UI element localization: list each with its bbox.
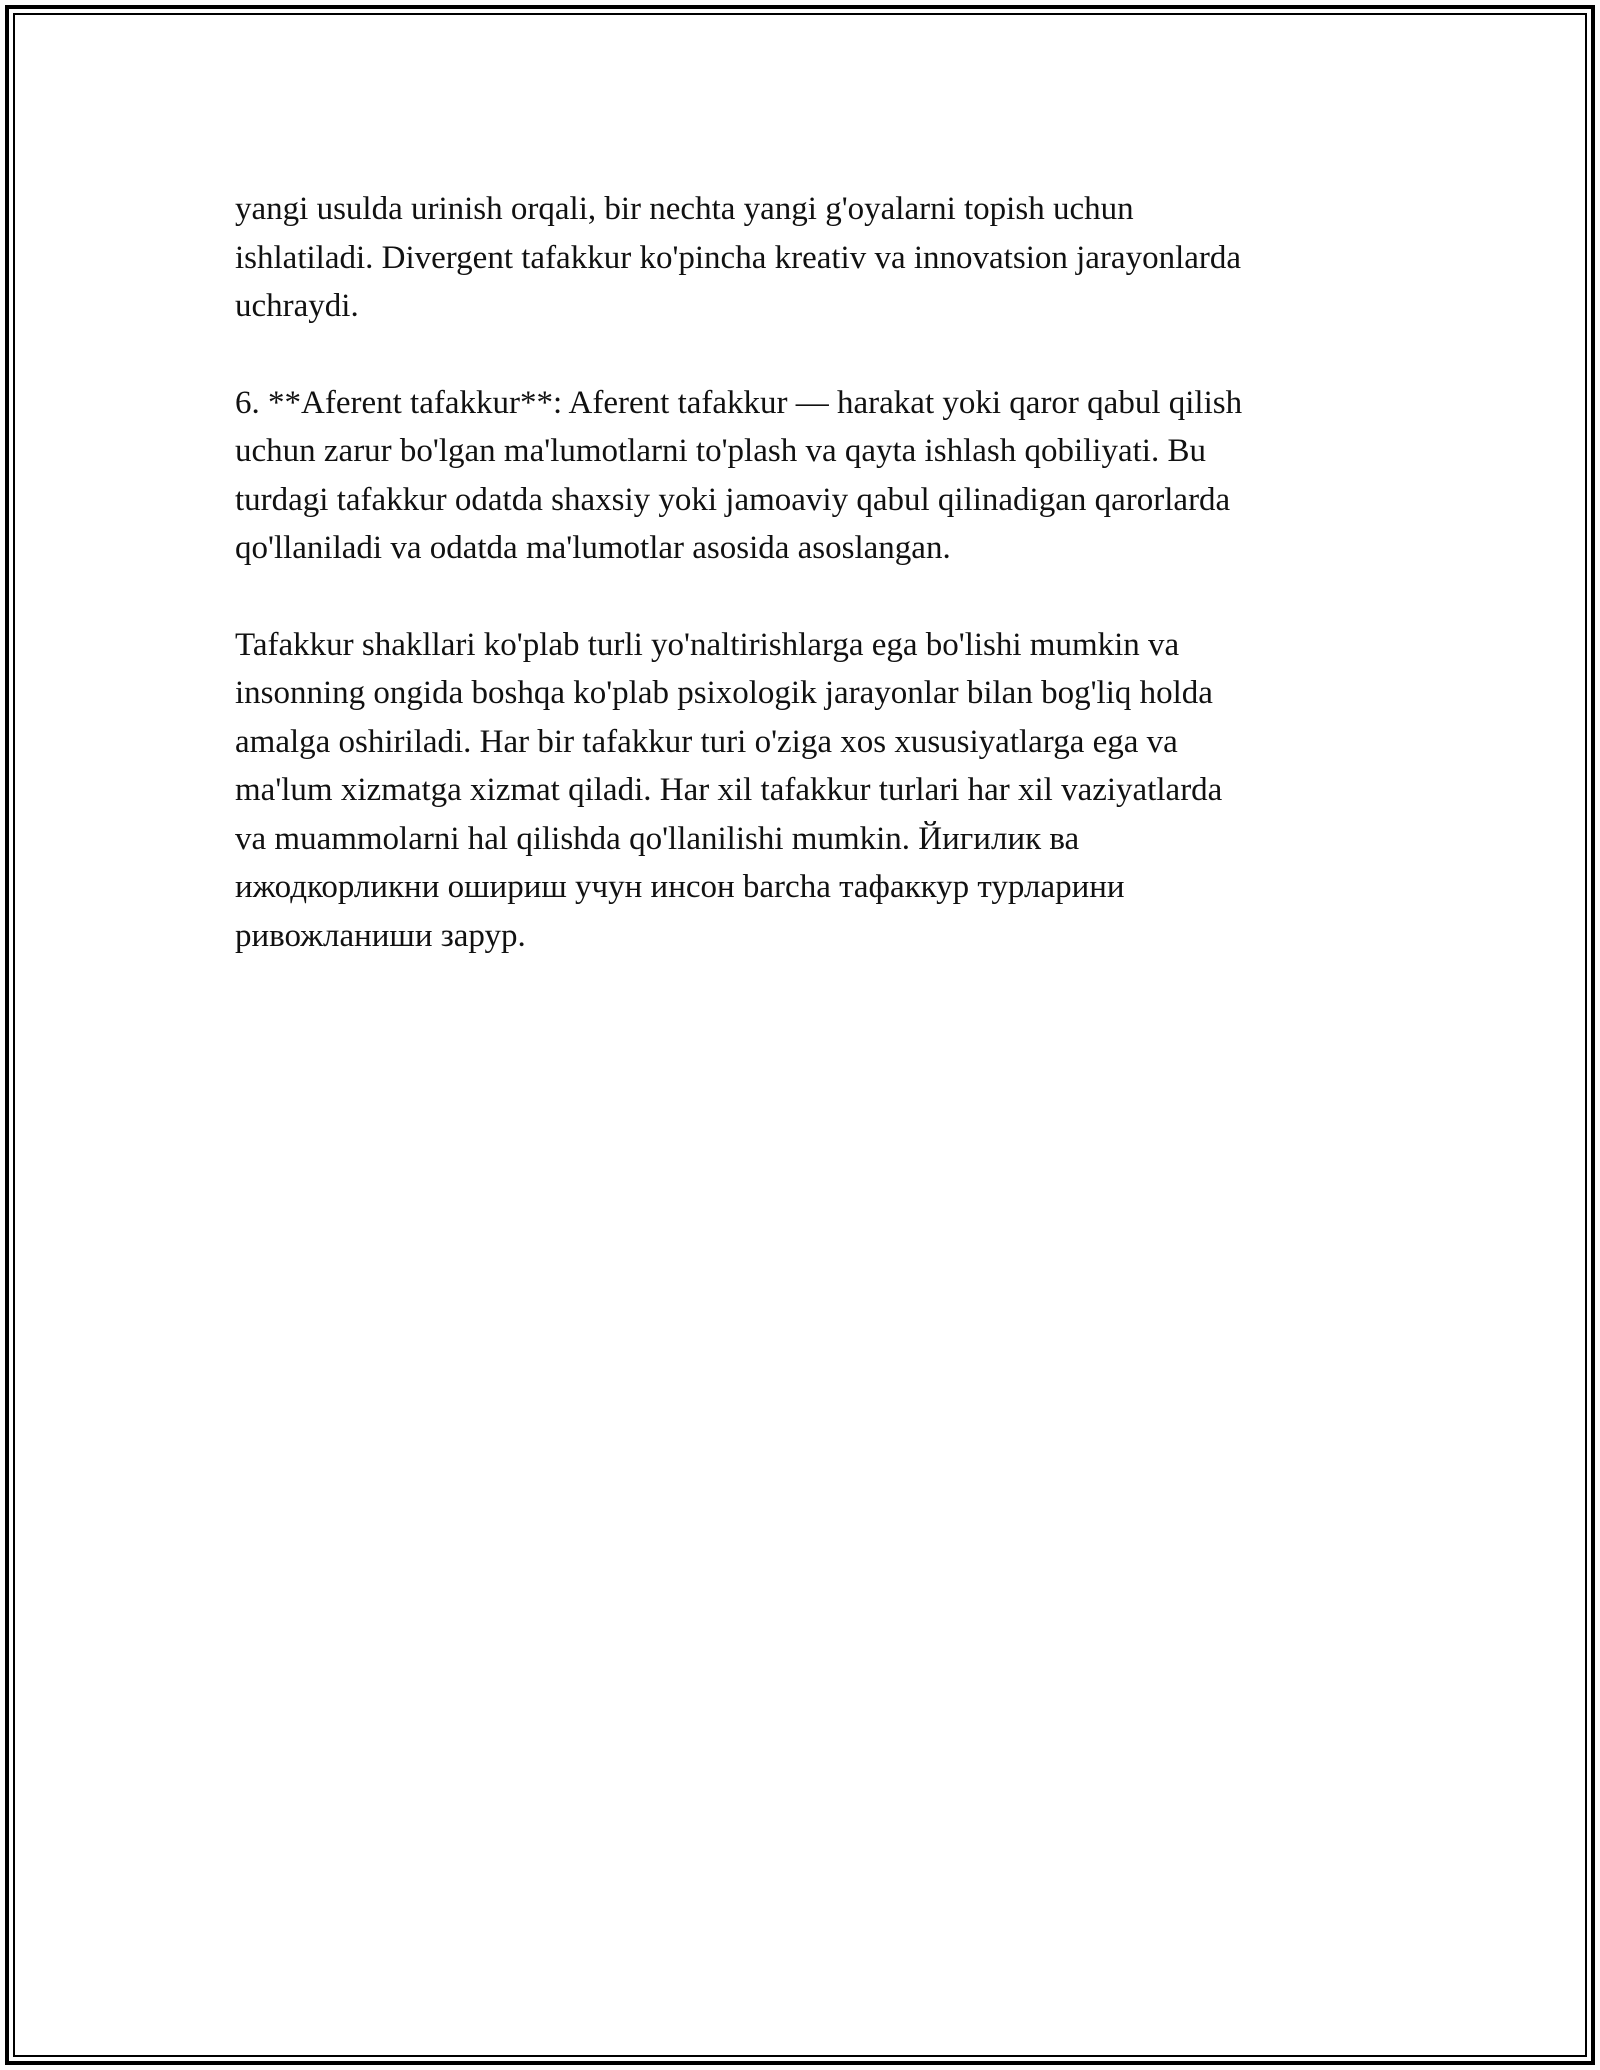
paragraph-conclusion: Tafakkur shakllari ko'plab turli yo'naltirishlarga ega bo'lishi mumkin va insonning ongida boshqa ko'plab psixologik jarayonlar bilan bog'liq holda amalga oshiriladi. Har bir tafakkur turi o'ziga xos xususiyatlarga ega va ma'lum xizmatga xizmat qiladi. Har xil tafakkur turlari har xil vaziyatlarda va muammolarni hal qilishda qo'llanilishi mumkin. Йигилик ва ижодкорликни ошириш учун инсон barcha тафаккур турларини ривожланиши зарур.	[235, 626, 1223, 954]
paragraph-aferent-tafakkur: 6. **Aferent tafakkur**: Aferent tafakkur — harakat yoki qaror qabul qilish uchun zarur bo'lgan ma'lumotlarni to'plash va qayta ishlash qobiliyati. Bu turdagi tafakkur odatda shaxsiy yoki jamoaviy qabul qilinadigan qarorlarda qo'llaniladi va odatda ma'lumotlar asosida asoslangan.	[235, 384, 1243, 566]
document-body	[235, 185, 1365, 1008]
paragraph-divergent-continuation: yangi usulda urinish orqali, bir nechta yangi g'oyalarni topish uchun ishlatiladi. Divergent tafakkur ko'pincha kreativ va innovatsion jarayonlarda uchraydi.	[235, 191, 1242, 324]
